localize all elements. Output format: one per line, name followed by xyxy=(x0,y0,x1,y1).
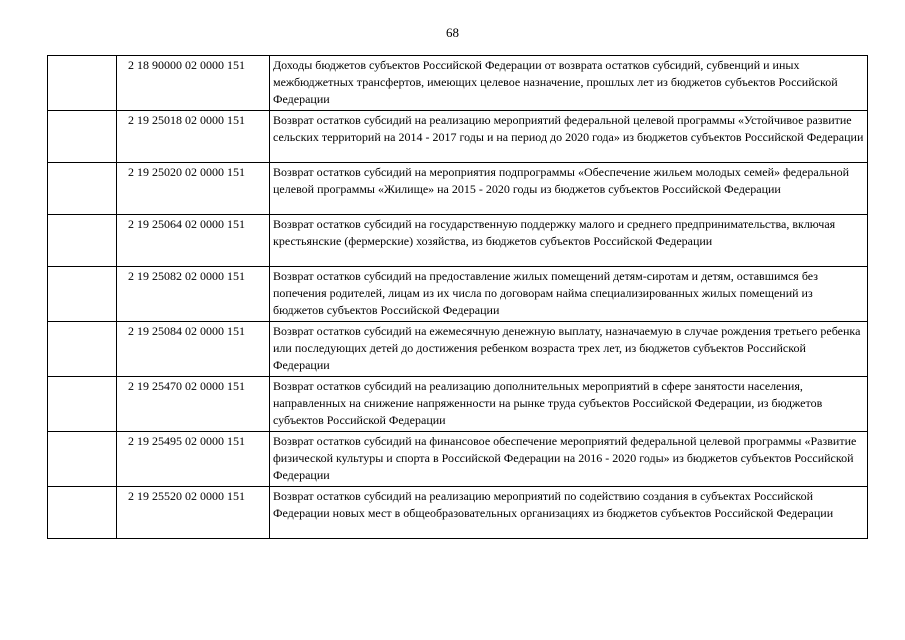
table-body xyxy=(48,56,868,539)
budget-codes-table xyxy=(47,55,868,539)
empty-cell xyxy=(48,487,117,539)
table-row xyxy=(48,432,868,487)
empty-cell xyxy=(48,56,117,111)
code-cell: 2 19 25520 02 0000 151 xyxy=(117,487,270,539)
table-row xyxy=(48,487,868,539)
name-cell: Возврат остатков субсидий на реализацию мероприятий федеральной целевой программы «Устойчивое развитие сельских территорий на 2014 - 2017 годы и на период до 2020 года» из бюджетов субъектов Российской Федерации xyxy=(270,111,868,163)
table-row xyxy=(48,215,868,267)
table-row xyxy=(48,111,868,163)
code-cell: 2 19 25084 02 0000 151 xyxy=(117,322,270,377)
empty-cell xyxy=(48,267,117,322)
name-cell: Возврат остатков субсидий на государственную поддержку малого и среднего предпринимательства, включая крестьянские (фермерские) хозяйства, из бюджетов субъектов Российской Федерации xyxy=(270,215,868,267)
name-cell: Доходы бюджетов субъектов Российской Федерации от возврата остатков субсидий, субвенций и иных межбюджетных трансфертов, имеющих целевое назначение, прошлых лет из бюджетов субъектов Российской Федерации xyxy=(270,56,868,111)
empty-cell xyxy=(48,163,117,215)
table-row xyxy=(48,377,868,432)
code-cell: 2 19 25020 02 0000 151 xyxy=(117,163,270,215)
empty-cell xyxy=(48,377,117,432)
code-cell: 2 19 25064 02 0000 151 xyxy=(117,215,270,267)
name-cell: Возврат остатков субсидий на мероприятия подпрограммы «Обеспечение жильем молодых семей» федеральной целевой программы «Жилище» на 2015 - 2020 годы из бюджетов субъектов Российской Федерации xyxy=(270,163,868,215)
name-cell: Возврат остатков субсидий на реализацию мероприятий по содействию создания в субъектах Российской Федерации новых мест в общеобразовательных организациях из бюджетов субъектов Российской Федерации xyxy=(270,487,868,539)
code-cell: 2 19 25470 02 0000 151 xyxy=(117,377,270,432)
page-number: 68 xyxy=(446,25,459,40)
code-cell: 2 19 25082 02 0000 151 xyxy=(117,267,270,322)
empty-cell xyxy=(48,111,117,163)
code-cell: 2 19 25495 02 0000 151 xyxy=(117,432,270,487)
empty-cell xyxy=(48,322,117,377)
empty-cell xyxy=(48,432,117,487)
table-row xyxy=(48,56,868,111)
empty-cell xyxy=(48,215,117,267)
table-row xyxy=(48,322,868,377)
table-row xyxy=(48,163,868,215)
name-cell: Возврат остатков субсидий на финансовое обеспечение мероприятий федеральной целевой программы «Развитие физической культуры и спорта в Российской Федерации на 2016 - 2020 годы» из бюджетов субъектов Российской Федерации xyxy=(270,432,868,487)
code-cell: 2 18 90000 02 0000 151 xyxy=(117,56,270,111)
code-cell: 2 19 25018 02 0000 151 xyxy=(117,111,270,163)
name-cell: Возврат остатков субсидий на ежемесячную денежную выплату, назначаемую в случае рождения третьего ребенка или последующих детей до достижения ребенком возраста трех лет, из бюджетов субъектов Российской Федерации xyxy=(270,322,868,377)
table-row xyxy=(48,267,868,322)
name-cell: Возврат остатков субсидий на реализацию дополнительных мероприятий в сфере занятости населения, направленных на снижение напряженности на рынке труда субъектов Российской Федерации, из бюджетов субъектов Российской Федерации xyxy=(270,377,868,432)
name-cell: Возврат остатков субсидий на предоставление жилых помещений детям-сиротам и детям, оставшимся без попечения родителей, лицам из их числа по договорам найма специализированных жилых помещений из бюджетов субъектов Российской Федерации xyxy=(270,267,868,322)
